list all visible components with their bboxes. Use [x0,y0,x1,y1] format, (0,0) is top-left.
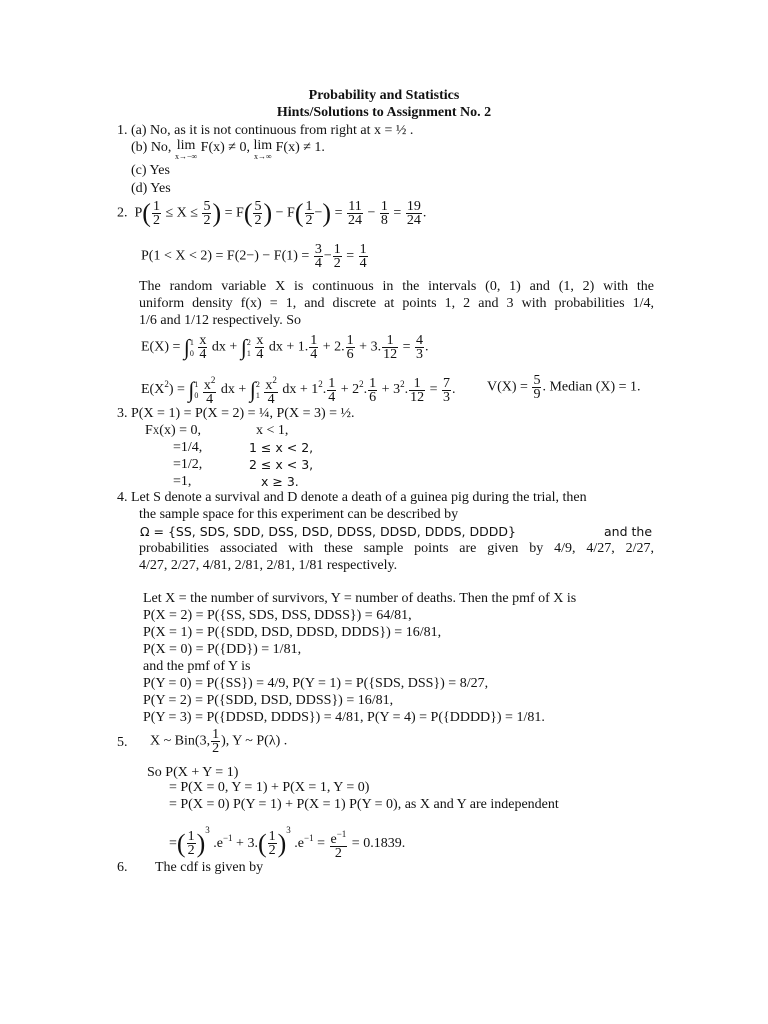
lim-under: x→∞ [253,152,272,161]
num: 1 [328,375,336,391]
period: . [451,382,456,398]
num: 1 [187,829,195,845]
paren: ( [294,198,304,228]
q3-cond3: 2 ≤ x < 3, [249,457,314,472]
lower: 0 [194,391,199,400]
den: 12 [410,389,425,405]
q5-dist [150,728,287,755]
num: 1 [305,199,313,214]
equals: = [334,205,343,221]
q2-para-3: 1/6 and 1/12 respectively. So [139,313,302,328]
p12-lhs: P(1 < X < 2) = F(2−) − F(1) = [141,248,310,264]
paren: ( [257,828,267,858]
den: 2 [254,213,262,228]
q1-a: 1. (a) No, as it is not continuous from right at x = ½ . [117,123,414,138]
den: 2 [187,843,195,859]
exp: −1 [304,833,314,843]
q1-b-expr1: F(x) ≠ 0, [200,140,250,155]
den: 2 [212,741,220,756]
num [330,828,348,847]
paren: ) [212,198,222,228]
exp: −1 [336,828,347,839]
num: 1 [333,242,341,257]
den: 2 [305,213,313,228]
den: 24 [348,213,362,228]
minus: − [367,205,376,221]
upper: 1 [194,380,199,389]
fraction [268,830,277,857]
den: 3 [442,389,450,405]
exp: −1 [222,833,233,843]
q3-cdf-row1 [145,423,201,439]
q2-ex [141,334,428,361]
q4-line4: probabilities associated with these sample points are given by 4/9, 4/27, 2/27, [139,541,654,556]
num: x [199,333,207,348]
num: 1 [382,334,398,348]
q5-result [169,822,405,860]
lim-word: lim [176,138,196,153]
plus-3: + 3. [359,339,382,355]
vx-lhs: V(X) = [487,379,528,395]
q5-number: 5. [117,735,128,750]
integral: ∫ [249,377,256,402]
fraction [253,200,262,227]
e: e [330,831,337,847]
q4-line13: P(Y = 3) = P({DDSD, DDDS}) = 4/81, P(Y = 4) = P({DDDD}) = 1/81. [143,710,545,725]
lim-word: lim [253,138,273,153]
upper: 2 [246,337,251,347]
fraction [255,334,264,361]
num: 19 [406,199,421,214]
dot: . [404,382,409,398]
den: 2 [203,213,211,228]
q6-number: 6. [117,860,128,875]
q1-lim-2 [253,140,272,162]
num: 1 [409,377,425,391]
upper: 1 [189,337,194,347]
q6-text: The cdf is given by [155,860,264,875]
fraction [327,377,336,404]
integral: ∫ [183,334,190,360]
paren: ) [263,198,273,228]
paren: ) [277,828,287,858]
median: . Median (X) = 1. [542,379,641,395]
den: 2 [333,256,341,271]
ex2-lhs: E(X [141,382,165,398]
den: 4 [328,389,336,405]
minus: − [323,248,332,264]
dx-plus-1: dx + 1. [268,339,309,355]
fraction [211,728,220,755]
q1-lim-1 [175,140,197,162]
den: 4 [199,347,207,362]
lower: 1 [246,348,251,358]
plus-3: + 3. [236,836,258,851]
minus-f: − F [275,205,295,221]
den: 2 [268,843,276,859]
inequality: ≤ X ≤ [165,205,198,221]
fraction [309,334,318,361]
paren: ) [322,198,332,228]
dx-plus: dx + [211,339,238,355]
prob-symbol: P [134,205,143,221]
num: 1 [152,199,160,214]
fraction [415,334,424,361]
fraction [305,200,314,227]
page-subtitle: Hints/Solutions to Assignment No. 2 [276,105,492,120]
fraction [347,200,363,227]
fraction [442,377,451,404]
q4-line6: Let X = the number of survivors, Y = number of deaths. Then the pmf of X is [143,591,577,606]
fraction [359,243,368,270]
q2-line1 [117,200,426,227]
upper: 2 [255,380,260,389]
q2-number: 2. [117,205,128,221]
q4-line12: P(Y = 2) = P({SDD, DSD, DDSS}) = 16/81, [143,693,394,708]
lower: 0 [189,348,194,358]
sq: 2 [359,379,364,390]
int-limits [247,337,251,359]
cdf-rest: (x) = 0, [159,423,202,438]
int-limits [194,379,198,401]
ex-lhs: E(X) = [141,339,181,355]
q2-para-2: uniform density f(x) = 1, and discrete at points 1, 2 and 3 with probabilities 1/4, [139,296,654,311]
eq-f: = F [224,205,244,221]
q4-line7: P(X = 2) = P({SS, SDS, DSS, DDSS}) = 64/81, [143,608,412,623]
lim-under: x→−∞ [174,152,198,161]
superscript: 2 [164,379,169,390]
den: 6 [369,389,377,405]
num: 1 [212,727,220,742]
plus-3: + 3 [381,382,401,398]
bin-b: ), Y ~ P(λ) . [221,733,288,749]
dx-plus: dx + [220,382,247,398]
num: 4 [415,333,423,348]
fraction [152,200,161,227]
page-title: Probability and Statistics [308,88,460,103]
den: 4 [256,347,264,362]
num: 5 [203,199,211,214]
den: 2 [334,845,342,861]
q4-line2: the sample space for this experiment can be described by [139,507,459,522]
q4-line8: P(X = 1) = P({SDD, DSD, DDSD, DDDS}) = 16/81, [143,625,442,640]
num: 1 [310,333,318,348]
sq: 2 [400,379,405,390]
q2-ex2 [141,374,455,406]
q4-line5: 4/27, 2/27, 4/81, 2/81, 2/81, 1/81 respectively. [139,558,398,573]
equals: = [402,339,411,355]
period: . [422,205,427,221]
fraction [187,830,196,857]
num: 1 [380,199,388,214]
num: x [256,333,264,348]
num: 1 [346,333,354,348]
den: 4 [314,256,322,271]
e-term: .e [213,836,223,851]
q4-line10: and the pmf of Y is [143,659,251,674]
e-term: .e [294,836,305,851]
paren: ( [176,828,186,858]
den: 24 [406,213,421,228]
fraction [346,334,355,361]
cube: 3 [205,825,210,835]
num: 5 [533,373,541,388]
q5-step3: = P(X = 0) P(Y = 1) + P(X = 1) P(Y = 0), as X and Y are independent [169,797,559,812]
q2-para-1: The random variable X is continuous in the intervals (0, 1) and (1, 2) with the [139,279,654,294]
num: 11 [348,199,362,214]
paren: ( [243,198,253,228]
plus-2: + 2. [322,339,345,355]
fraction [202,200,211,227]
den: 4 [359,256,367,271]
fraction [532,374,541,401]
q5-step1: So P(X + Y = 1) [147,765,239,780]
q3-cond4: x ≥ 3. [261,474,299,489]
fraction [406,200,422,227]
sq: 2 [272,375,277,385]
plus-2: + 2 [340,382,360,398]
den: 9 [533,387,541,402]
q4-line11: P(Y = 0) = P({SS}) = 4/9, P(Y = 1) = P({SDS, DSS}) = 8/27, [143,676,489,691]
fraction [409,377,425,404]
num [203,374,217,393]
q3-cond1: x < 1, [256,423,289,438]
den: 6 [346,347,354,362]
fraction [330,828,348,860]
dot: . [363,382,368,398]
fraction [382,334,398,361]
ex2-rhs: ) = [168,382,185,398]
paren: ( [142,198,151,228]
den: 2 [152,213,160,228]
den: 3 [415,347,423,362]
q4-line1: 4. Let S denote a survival and D denote a death of a guinea pig during the trial, then [117,490,587,505]
num [264,374,278,393]
den: 4 [310,347,318,362]
equals: = [393,205,402,221]
minus: − [314,205,323,221]
equals: = [429,382,438,398]
num: 1 [268,829,276,845]
fraction [203,374,217,406]
q2-line2 [141,243,369,270]
equals: = [169,836,177,851]
q3-cdf-row4: =1, [173,474,192,489]
num: 3 [314,242,322,257]
equals: = [346,248,355,264]
num: 5 [254,199,262,214]
x: x [265,378,273,393]
dx-plus-1: dx + 1 [282,382,319,398]
q1-b-expr2: F(x) ≠ 1. [275,140,325,155]
q4-line3-tail: and the [604,524,653,539]
equals: = [317,836,325,851]
x: x [203,378,211,393]
paren: ) [196,828,206,858]
period: . [424,339,429,355]
bin-a: X ~ Bin(3, [150,733,211,749]
q3-cdf-row2: =1/4, [173,440,203,455]
integral: ∫ [188,377,195,402]
q4-sample-space: Ω = {SS, SDS, SDD, DSS, DSD, DDSS, DDSD, DDDS, DDDD} [140,524,516,539]
q1-c: (c) Yes [131,163,170,178]
fraction [368,377,377,404]
num: 7 [442,375,450,391]
int-limits [190,337,194,359]
q3-line1: 3. P(X = 1) = P(X = 2) = ¼, P(X = 3) = ½. [117,406,355,421]
cdf-F: F [145,423,153,438]
fraction [380,200,389,227]
q2-variance [487,374,641,401]
q1-b-prefix: (b) No, [131,140,172,155]
int-limits [256,379,260,401]
q5-step2: = P(X = 0, Y = 1) + P(X = 1, Y = 0) [169,780,370,795]
cube: 3 [286,825,291,835]
q1-d: (d) Yes [131,181,171,196]
fraction [333,243,342,270]
lower: 1 [255,391,260,400]
dot: . [322,382,327,398]
q4-line9: P(X = 0) = P({DD}) = 1/81, [143,642,302,657]
integral: ∫ [240,334,247,360]
den: 12 [383,347,398,362]
result: = 0.1839. [351,836,406,851]
q1-b [131,140,325,162]
q3-cond2: 1 ≤ x < 2, [249,440,314,455]
sq: 2 [210,375,216,385]
den: 8 [380,213,388,228]
fraction [198,334,207,361]
cdf-sub: X [152,426,160,436]
den: 4 [206,392,214,407]
fraction [264,374,278,406]
den: 4 [267,392,275,407]
num: 1 [359,242,367,257]
sq: 2 [318,379,323,390]
q3-cdf-row3: =1/2, [173,457,203,472]
fraction [314,243,323,270]
num: 1 [369,375,377,391]
